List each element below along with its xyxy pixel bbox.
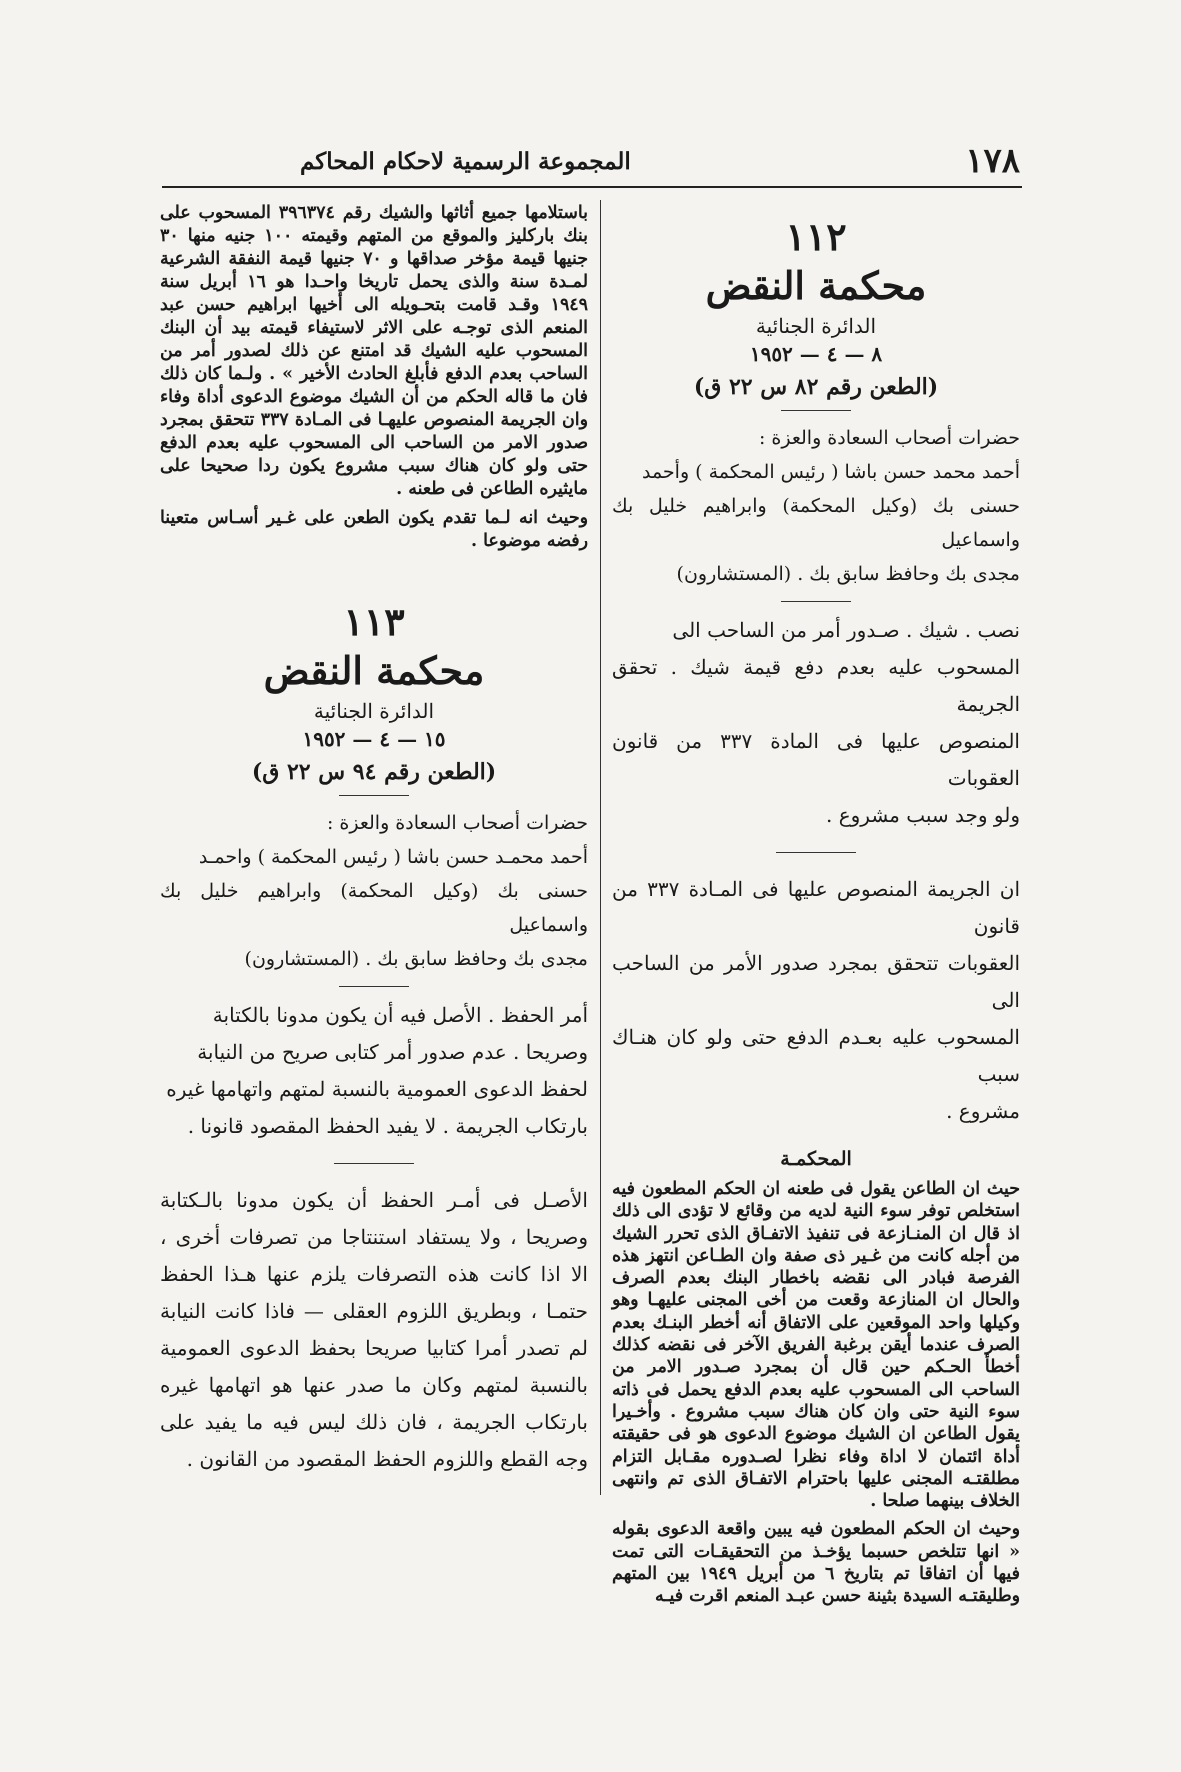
right-column [612,210,1020,1614]
headnote [612,612,1020,834]
separator-rule [339,986,409,987]
headnote-line: نصب . شيك . صـدور أمر من الساحب الى [672,618,1020,642]
page-number: ١٧٨ [965,141,1020,181]
court-name: محكمة النقض [263,648,485,693]
running-title: المجموعة الرسمية لاحكام المحاكم [300,147,631,175]
separator-rule [776,852,856,853]
circuit-name: الدائرة الجنائية [755,314,877,338]
judgment-paragraph: وحيث انه لـما تقدم يكون الطعن على غـير أسـاس متعينا رفضه موضوعا . [160,508,588,551]
judgment-paragraph: وحيث ان الحكم المطعون فيه يبين واقعة الدعوى بقوله « انها تتلخص حسبما يؤخـذ من التحقيقـات التى تمت فيها أن اتفاقا تم بتاريخ ٦ من أبريل ١٩٤٩ بين المتهم وطليقتـه السيدة بثينة حسن عبـد المنعم اقرت فيـه [612,1519,1020,1607]
appeal-reference: (الطعن رقم ٨٢ س ٢٢ ق) [693,374,939,400]
headnote-line: ولو وجد سبب مشروع . [825,803,1020,827]
bench-line: حسنى بك (وكيل المحكمة) وابراهيم خليل بك واسماعيل [612,495,1020,551]
headnote [160,997,588,1145]
case-date: ٨ — ٤ — ١٩٥٢ [749,342,883,366]
case-date: ١٥ — ٤ — ١٩٥٢ [302,727,446,751]
headnote-line: وصريحا . عدم صدور أمر كتابى صريح من النيابة [197,1040,588,1064]
spacer [334,571,414,581]
principle-line: مشروع . [946,1099,1020,1123]
column-divider [600,200,601,1495]
principle-line: ان الجريمة المنصوص عليها فى المـادة ٣٣٧ من قانون [612,877,1021,938]
section-title: المحكمـة [780,1148,852,1170]
separator-rule [781,601,851,602]
judgment-continuation [160,202,588,553]
header-rule [162,186,1022,188]
bench-composition [160,806,588,976]
headnote-line: لحفظ الدعوى العمومية بالنسبة لمتهم واتهامها غيره [166,1077,588,1101]
bench-line: حسنى بك (وكيل المحكمة) وابراهيم خليل بك واسماعيل [160,880,588,936]
legal-principle [612,871,1020,1130]
headnote-line: أمر الحفظ . الأصل فيه أن يكون مدونا بالكتابة [212,1003,588,1027]
legal-principle [160,1182,588,1478]
separator-rule [334,1163,414,1164]
principle-line: العقوبات تتحقق بمجرد صدور الأمر من الساحب الى [612,951,1020,1012]
case-number: ١١٣ [343,599,405,644]
judgment-paragraph: باستلامها جميع أثاثها والشيك رقم ٣٩٦٣٧٤ المسحوب على بنك باركليز والموقع من المتهم وقيمته ١٠٠ جنيه منها ٣٠ جنيها قيمة مؤخر صداقها و ٧٠ جنيها قيمة النفقة الشرعية لمـدة سنة والذى يحمل تاريخا واحـدا هو ١٦ أبريل سنة ١٩٤٩ وقـد قامت بتحـويله الى أخيها ابراهيم حسن عبد المنعم الذى توجـه على الاثر لاستيفاء قيمته بيد أن البنك المسحوب عليه الشيك قد امتنع عن ذلك لصدور أمر من الساحب بعدم الدفع فأبلغ الحادث الأخير » . ولـما كان ذلك فان ما قاله الحكم من أن الشيك موضوع الدعوى أداة وفاء وان الجريمة المنصوص عليهـا فى المـادة ٣٣٧ تتحقق بمجرد صدور الامر من الساحب الى المسحوب عليه بعدم الدفع حتى ولو كان هناك سبب مشروع يكون ردا صحيحا على مايثيره الطاعن فى طعنه . [160,203,588,499]
principle-paragraph: الأصـل فى أمـر الحفظ أن يكون مدونا بالـكتابة وصريحا ، ولا يستفاد استنتاجا من تصرفات أخرى ، الا اذا كانت هذه التصرفات يلزم عنها هـذا الحفظ حتمـا ، وبطريق اللزوم العقلى — فاذا كانت النيابة لم تصدر أمرا كتابيا صريحا بحفظ الدعوى العمومية بالنسبة لمتهم وكان ما صدر عنها هو اتهامها غيره بارتكاب الجريمة ، فان ذلك ليس فيه ما يفيد على وجه القطع واللزوم الحفظ المقصود من القانون . [160,1188,588,1471]
bench-line: مجدى بك وحافظ سابق بك . (المستشارون) [244,948,588,970]
judgment-paragraph: حيث ان الطاعن يقول فى طعنه ان الحكم المطعون فيه استخلص توفر سوء النية لديه من وقائع لا تؤدى الى ذلك اذ قال ان المنـازعة فى تنفيذ الاتفـاق الذى تحرر الشيك من أجله كانت من غـير ذى صفة وان الطـاعن انتهز هذه الفرصة فبادر الى نقضه باخطار البنك بعدم الصرف والحال ان المنازعة وقعت من أخى المجنى عليهـا وهو وكيلها واحد الموقعين على الاتفاق أنه أخطر البنـك بعدم الصرف عندما أيقن برغبة الفريق الآخر فى نقضه كذلك أخطأ الحـكم حين قال أن بمجرد صـدور الامر من الساحب الى المسحوب عليه بعدم الدفع يحمل فى ذاته سوء النية حتى وان كان هناك سبب مشروع . وأخـيرا يقول الطاعن ان الشيك موضوع الدعوى هو فى حقيقته أداة ائتمان لا اداة وفاء نظرا لصـدوره مقـابل التزام مطلقتـه المجنى عليها باحترام الاتفـاق الذى تم وانتهى الخلاف بينهما صلحا . [612,1179,1020,1512]
headnote-line: المسحوب عليه بعدم دفع قيمة شيك . تحقق الجريمة [612,655,1020,716]
bench-line: مجدى بك وحافظ سابق بك . (المستشارون) [676,563,1020,585]
bench-line: أحمد محمد حسن باشا ( رئيس المحكمة ) وأحمد [641,461,1020,483]
bench-intro: حضرات أصحاب السعادة والعزة : [326,812,588,834]
principle-line: المسحوب عليه بعـدم الدفع حتى ولو كان هنـاك سبب [612,1025,1020,1086]
headnote-line: المنصوص عليها فى المادة ٣٣٧ من قانون العقوبات [612,729,1020,790]
court-name: محكمة النقض [705,263,927,308]
judgment-body [612,1178,1020,1608]
bench-intro: حضرات أصحاب السعادة والعزة : [758,427,1020,449]
separator-rule [781,410,851,411]
circuit-name: الدائرة الجنائية [313,699,435,723]
separator-rule [339,795,409,796]
headnote-line: بارتكاب الجريمة . لا يفيد الحفظ المقصود قانونا . [187,1114,588,1138]
page-header [160,138,1020,184]
bench-composition [612,421,1020,591]
bench-line: أحمد محمـد حسن باشا ( رئيس المحكمة ) واحمـد [198,846,588,868]
case-number: ١١٢ [785,214,847,259]
appeal-reference: (الطعن رقم ٩٤ س ٢٢ ق) [251,759,497,785]
left-column [160,202,588,1478]
